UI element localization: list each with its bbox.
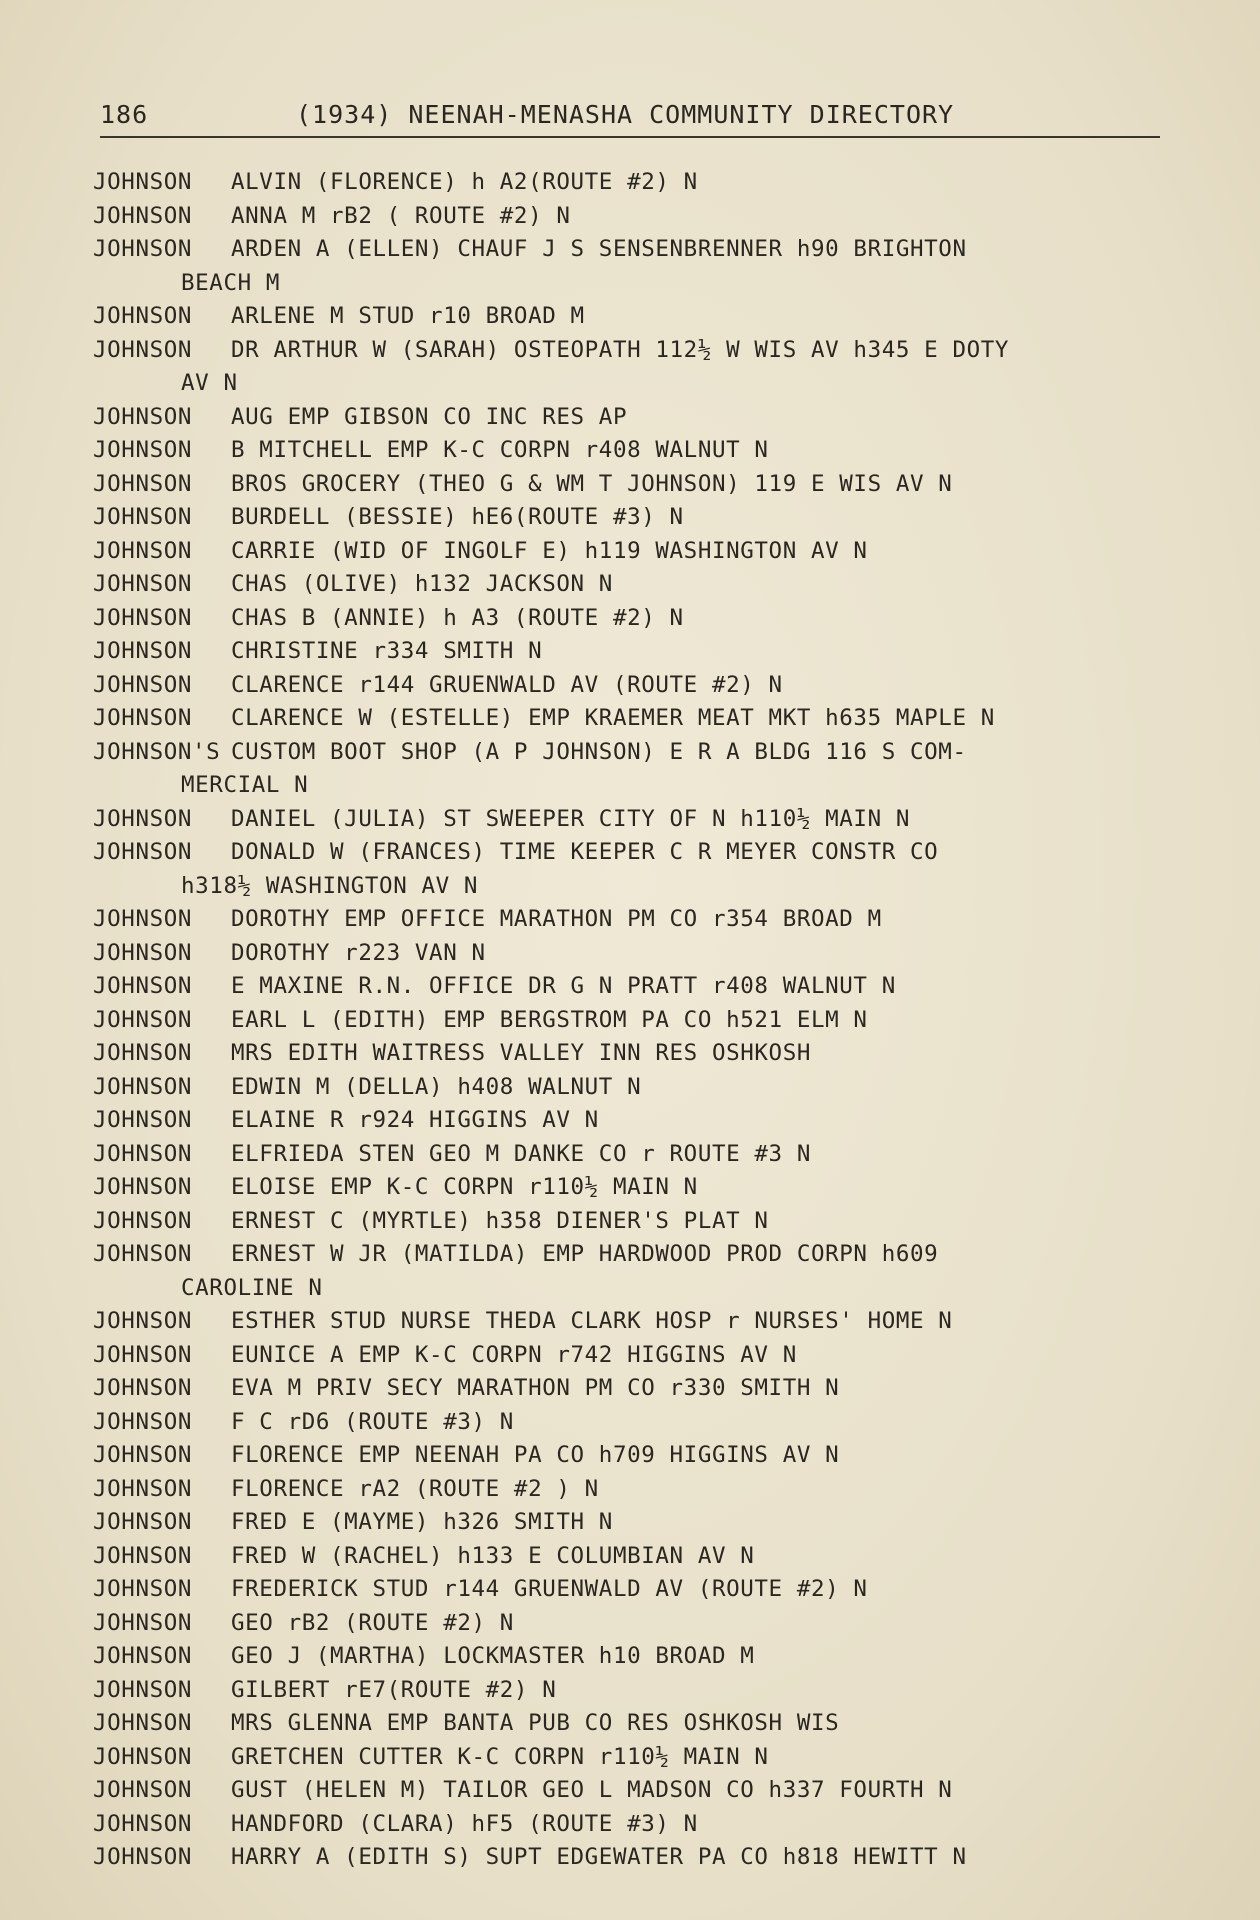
directory-entry	[93, 1841, 1193, 1875]
entry-surname: JOHNSON	[93, 1810, 193, 1837]
entry-surname: JOHNSON	[93, 537, 193, 564]
entry-text: FLORENCE rA2 (ROUTE #2 ) N	[231, 1475, 599, 1502]
entry-surname: JOHNSON	[93, 1174, 193, 1200]
directory-entry	[93, 1808, 1193, 1842]
entry-text: DR ARTHUR W (SARAH) OSTEOPATH 112½ W WIS AV h345 E DOTY	[231, 336, 1010, 363]
entry-surname: JOHNSON	[93, 1408, 193, 1435]
page-header	[100, 96, 1160, 138]
entry-text: ELOISE EMP K-C CORPN r110½ MAIN N	[231, 1174, 698, 1200]
entry-text: F C rD6 (ROUTE #3) N	[231, 1408, 514, 1435]
directory-entry	[93, 1372, 1193, 1406]
directory-entry	[93, 1707, 1193, 1741]
directory-entry	[93, 736, 1193, 770]
entry-surname: JOHNSON	[93, 973, 193, 999]
entry-surname: JOHNSON	[93, 638, 193, 664]
directory-entry	[93, 1506, 1193, 1540]
entry-surname: JOHNSON	[93, 1743, 193, 1770]
entry-continuation: h318½ WASHINGTON AV N	[181, 872, 479, 899]
entry-continuation: CAROLINE N	[181, 1274, 323, 1301]
directory-entry	[93, 468, 1193, 502]
directory-entry	[93, 836, 1193, 870]
entry-surname: JOHNSON	[93, 336, 193, 363]
entry-surname: JOHNSON	[93, 1375, 193, 1401]
directory-entry	[93, 1607, 1193, 1641]
directory-entry	[93, 970, 1193, 1004]
entry-surname: JOHNSON	[93, 906, 193, 932]
entry-surname: JOHNSON	[93, 1107, 193, 1133]
entry-text: GEO rB2 (ROUTE #2) N	[231, 1609, 514, 1636]
entry-surname: JOHNSON	[93, 939, 193, 966]
entry-text: FRED W (RACHEL) h133 E COLUMBIAN AV N	[231, 1542, 755, 1569]
directory-entry	[93, 401, 1193, 435]
directory-entry	[93, 702, 1193, 736]
entry-text: FRED E (MAYME) h326 SMITH N	[231, 1509, 613, 1535]
entry-surname: JOHNSON	[93, 236, 193, 262]
entry-surname: JOHNSON	[93, 705, 193, 731]
entry-text: B MITCHELL EMP K-C CORPN r408 WALNUT N	[231, 437, 769, 463]
directory-entry	[93, 1238, 1193, 1272]
directory-entry	[93, 501, 1193, 535]
entry-text: EDWIN M (DELLA) h408 WALNUT N	[231, 1073, 642, 1100]
directory-entry	[93, 1037, 1193, 1071]
directory-entry	[93, 1674, 1193, 1708]
directory-entry	[93, 1406, 1193, 1440]
entry-surname: JOHNSON	[93, 1844, 193, 1870]
directory-entry	[93, 1473, 1193, 1507]
entry-surname: JOHNSON	[93, 1341, 193, 1368]
entry-surname: JOHNSON	[93, 169, 193, 195]
directory-entry	[93, 434, 1193, 468]
directory-entry	[93, 1171, 1193, 1205]
directory-entry	[93, 334, 1193, 368]
entry-surname: JOHNSON	[93, 1308, 193, 1334]
entry-surname: JOHNSON	[93, 437, 193, 463]
entry-text: ANNA M rB2 ( ROUTE #2) N	[231, 202, 571, 229]
entry-surname: JOHNSON	[93, 1509, 193, 1535]
entry-continuation: BEACH M	[181, 269, 281, 296]
entry-text: DOROTHY EMP OFFICE MARATHON PM CO r354 BROAD M	[231, 906, 882, 932]
entry-text: GEO J (MARTHA) LOCKMASTER h10 BROAD M	[231, 1643, 755, 1669]
entry-surname: JOHNSON	[93, 1442, 193, 1468]
entry-text: FLORENCE EMP NEENAH PA CO h709 HIGGINS AV N	[231, 1442, 840, 1468]
entry-surname: JOHNSON	[93, 1643, 193, 1669]
entry-text: ERNEST W JR (MATILDA) EMP HARDWOOD PROD CORPN h609	[231, 1241, 939, 1267]
entry-text: GILBERT rE7(ROUTE #2) N	[231, 1676, 557, 1703]
entry-text: FREDERICK STUD r144 GRUENWALD AV (ROUTE #2) N	[231, 1576, 868, 1602]
entry-text: CHAS B (ANNIE) h A3 (ROUTE #2) N	[231, 604, 684, 631]
entry-text: MRS EDITH WAITRESS VALLEY INN RES OSHKOSH	[231, 1040, 811, 1066]
entry-surname: JOHNSON	[93, 604, 193, 631]
entry-surname: JOHNSON	[93, 1576, 193, 1602]
directory-entry	[93, 602, 1193, 636]
entry-text: CLARENCE W (ESTELLE) EMP KRAEMER MEAT MKT h635 MAPLE N	[231, 705, 995, 731]
directory-entry	[93, 1071, 1193, 1105]
entry-text: ELAINE R r924 HIGGINS AV N	[231, 1107, 599, 1133]
directory-entry	[93, 300, 1193, 334]
directory-entry	[93, 535, 1193, 569]
entry-text: CHRISTINE r334 SMITH N	[231, 638, 543, 664]
entry-surname: JOHNSON	[93, 1710, 193, 1736]
entry-text: BURDELL (BESSIE) hE6(ROUTE #3) N	[231, 504, 684, 530]
entry-surname: JOHNSON	[93, 805, 193, 832]
entry-surname: JOHNSON	[93, 470, 193, 497]
entry-surname: JOHNSON	[93, 403, 193, 430]
directory-entry	[93, 200, 1193, 234]
entry-text: MRS GLENNA EMP BANTA PUB CO RES OSHKOSH WIS	[231, 1710, 840, 1736]
entry-text: HANDFORD (CLARA) hF5 (ROUTE #3) N	[231, 1810, 698, 1837]
entry-text: GRETCHEN CUTTER K-C CORPN r110½ MAIN N	[231, 1743, 769, 1770]
entry-surname: JOHNSON	[93, 839, 193, 865]
entry-text: AUG EMP GIBSON CO INC RES AP	[231, 403, 628, 430]
page-number: 186	[100, 100, 149, 129]
directory-entry	[93, 1339, 1193, 1373]
directory-entry	[93, 166, 1193, 200]
entry-text: BROS GROCERY (THEO G & WM T JOHNSON) 119 E WIS AV N	[231, 470, 953, 497]
entry-text: EUNICE A EMP K-C CORPN r742 HIGGINS AV N	[231, 1341, 797, 1368]
entry-text: DANIEL (JULIA) ST SWEEPER CITY OF N h110½ MAIN N	[231, 805, 911, 832]
directory-entry	[93, 568, 1193, 602]
entry-surname: JOHNSON	[93, 1777, 193, 1803]
entry-surname: JOHNSON	[93, 202, 193, 229]
entry-text: CUSTOM BOOT SHOP (A P JOHNSON) E R A BLDG 116 S COM-	[231, 738, 967, 765]
entry-surname: JOHNSON	[93, 571, 193, 597]
directory-entry	[93, 669, 1193, 703]
entry-text: ALVIN (FLORENCE) h A2(ROUTE #2) N	[231, 169, 698, 195]
directory-entry	[93, 1205, 1193, 1239]
entry-surname: JOHNSON	[93, 303, 193, 329]
directory-entry	[93, 903, 1193, 937]
directory-entry	[93, 1573, 1193, 1607]
entry-continuation: MERCIAL N	[181, 772, 309, 798]
entry-text: DOROTHY r223 VAN N	[231, 939, 486, 966]
entry-text: CLARENCE r144 GRUENWALD AV (ROUTE #2) N	[231, 671, 783, 698]
directory-entry	[93, 1439, 1193, 1473]
entry-text: EVA M PRIV SECY MARATHON PM CO r330 SMITH N	[231, 1375, 840, 1401]
directory-entry	[93, 1104, 1193, 1138]
entry-text: ARLENE M STUD r10 BROAD M	[231, 303, 585, 329]
entry-surname: JOHNSON	[93, 1676, 193, 1703]
entry-surname: JOHNSON	[93, 1040, 193, 1066]
directory-entry	[93, 1004, 1193, 1038]
entry-text: GUST (HELEN M) TAILOR GEO L MADSON CO h337 FOURTH N	[231, 1777, 953, 1803]
entry-surname: JOHNSON'S	[93, 738, 221, 765]
directory-entry	[93, 1540, 1193, 1574]
entry-text: E MAXINE R.N. OFFICE DR G N PRATT r408 WALNUT N	[231, 973, 896, 999]
entry-surname: JOHNSON	[93, 1475, 193, 1502]
directory-listings	[93, 166, 1193, 1875]
entry-text: ARDEN A (ELLEN) CHAUF J S SENSENBRENNER h90 BRIGHTON	[231, 236, 967, 262]
directory-entry	[93, 233, 1193, 267]
entry-surname: JOHNSON	[93, 1140, 193, 1167]
entry-surname: JOHNSON	[93, 1073, 193, 1100]
entry-text: CARRIE (WID OF INGOLF E) h119 WASHINGTON AV N	[231, 537, 868, 564]
entry-text: DONALD W (FRANCES) TIME KEEPER C R MEYER CONSTR CO	[231, 839, 939, 865]
directory-entry	[93, 1741, 1193, 1775]
entry-surname: JOHNSON	[93, 671, 193, 698]
entry-text: ELFRIEDA STEN GEO M DANKE CO r ROUTE #3 N	[231, 1140, 811, 1167]
directory-entry	[93, 1305, 1193, 1339]
entry-text: ESTHER STUD NURSE THEDA CLARK HOSP r NURSES' HOME N	[231, 1308, 953, 1334]
entry-continuation: AV N	[181, 370, 238, 396]
entry-surname: JOHNSON	[93, 1006, 193, 1033]
running-title: (1934) NEENAH-MENASHA COMMUNITY DIRECTORY	[296, 100, 955, 129]
entry-text: EARL L (EDITH) EMP BERGSTROM PA CO h521 ELM N	[231, 1006, 868, 1033]
directory-entry	[93, 937, 1193, 971]
entry-surname: JOHNSON	[93, 1609, 193, 1636]
entry-text: CHAS (OLIVE) h132 JACKSON N	[231, 571, 613, 597]
directory-entry	[93, 1138, 1193, 1172]
directory-entry	[93, 803, 1193, 837]
directory-entry	[93, 1774, 1193, 1808]
entry-surname: JOHNSON	[93, 1542, 193, 1569]
directory-entry	[93, 635, 1193, 669]
entry-text: HARRY A (EDITH S) SUPT EDGEWATER PA CO h818 HEWITT N	[231, 1844, 967, 1870]
directory-entry	[93, 1640, 1193, 1674]
entry-surname: JOHNSON	[93, 1241, 193, 1267]
entry-text: ERNEST C (MYRTLE) h358 DIENER'S PLAT N	[231, 1207, 769, 1234]
entry-surname: JOHNSON	[93, 504, 193, 530]
entry-surname: JOHNSON	[93, 1207, 193, 1234]
